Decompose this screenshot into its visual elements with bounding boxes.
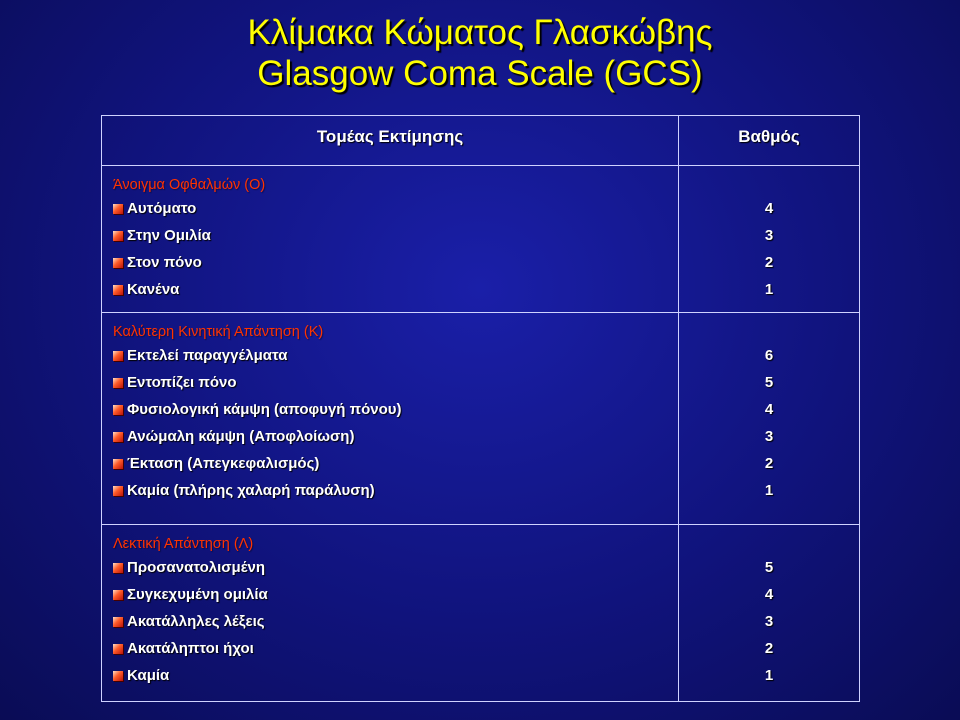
title-greek: Κλίμακα Κώματος Γλασκώβης [247, 13, 713, 52]
square-bullet-icon [113, 486, 123, 496]
table-header-row [102, 116, 860, 166]
item-label: Ακατάλληλες λέξεις [127, 613, 265, 630]
square-bullet-icon [113, 671, 123, 681]
item-label: Ακατάληπτοι ήχοι [127, 640, 254, 657]
score-value: 3 [764, 227, 774, 244]
item-label: Στην Ομιλία [127, 227, 211, 244]
item-list [113, 554, 678, 689]
list-item [113, 608, 678, 635]
item-label: Εντοπίζει πόνο [127, 374, 237, 391]
list-item [113, 450, 678, 477]
list-item [113, 342, 678, 369]
score-value: 4 [764, 401, 774, 418]
score-value: 5 [764, 559, 774, 576]
section-cell [102, 166, 679, 313]
list-item [113, 195, 678, 222]
section-cell [102, 525, 679, 702]
score-value: 1 [764, 667, 774, 684]
list-item [113, 369, 678, 396]
score-value: 2 [764, 455, 774, 472]
square-bullet-icon [113, 258, 123, 268]
item-label: Κανένα [127, 281, 180, 298]
gcs-table [101, 115, 860, 702]
item-label: Φυσιολογική κάμψη (αποφυγή πόνου) [127, 401, 402, 418]
item-label: Ανώμαλη κάμψη (Αποφλοίωση) [127, 428, 355, 445]
section-row-eyes [102, 166, 860, 313]
list-item [113, 477, 678, 504]
item-label: Καμία (πλήρης χαλαρή παράλυση) [127, 482, 375, 499]
score-value: 4 [764, 586, 774, 603]
list-item [113, 635, 678, 662]
section-heading: Άνοιγμα Οφθαλμών (Ο) [113, 177, 266, 193]
section-row-verbal [102, 525, 860, 702]
item-label: Αυτόματο [127, 200, 197, 217]
header-score: Βαθμός [679, 116, 860, 166]
square-bullet-icon [113, 590, 123, 600]
title-english: Glasgow Coma Scale (GCS) [257, 54, 703, 93]
score-value: 2 [764, 640, 774, 657]
item-label: Στον πόνο [127, 254, 202, 271]
square-bullet-icon [113, 432, 123, 442]
square-bullet-icon [113, 617, 123, 627]
square-bullet-icon [113, 378, 123, 388]
list-item [113, 662, 678, 689]
score-cell [679, 166, 860, 313]
list-item [113, 249, 678, 276]
section-heading: Καλύτερη Κινητική Απάντηση (Κ) [113, 324, 324, 340]
square-bullet-icon [113, 563, 123, 573]
score-value: 5 [764, 374, 774, 391]
score-value: 1 [764, 281, 774, 298]
score-cell [679, 313, 860, 525]
item-list [113, 195, 678, 303]
list-item [113, 276, 678, 303]
square-bullet-icon [113, 405, 123, 415]
item-label: Συγκεχυμένη ομιλία [127, 586, 268, 603]
item-label: Προσανατολισμένη [127, 559, 265, 576]
item-list [113, 342, 678, 504]
square-bullet-icon [113, 351, 123, 361]
list-item [113, 222, 678, 249]
section-cell [102, 313, 679, 525]
item-label: Έκταση (Απεγκεφαλισμός) [127, 455, 320, 472]
square-bullet-icon [113, 644, 123, 654]
item-label: Εκτελεί παραγγέλματα [127, 347, 288, 364]
score-value: 3 [764, 613, 774, 630]
slide-title [0, 12, 960, 94]
header-sector: Τομέας Εκτίμησης [102, 116, 679, 166]
square-bullet-icon [113, 231, 123, 241]
list-item [113, 581, 678, 608]
score-value: 2 [764, 254, 774, 271]
square-bullet-icon [113, 459, 123, 469]
section-row-motor [102, 313, 860, 525]
list-item [113, 423, 678, 450]
section-heading: Λεκτική Απάντηση (Λ) [113, 536, 254, 552]
score-value: 6 [764, 347, 774, 364]
list-item [113, 396, 678, 423]
square-bullet-icon [113, 204, 123, 214]
square-bullet-icon [113, 285, 123, 295]
score-value: 1 [764, 482, 774, 499]
score-value: 4 [764, 200, 774, 217]
item-label: Καμία [127, 667, 170, 684]
list-item [113, 554, 678, 581]
score-cell [679, 525, 860, 702]
score-value: 3 [764, 428, 774, 445]
